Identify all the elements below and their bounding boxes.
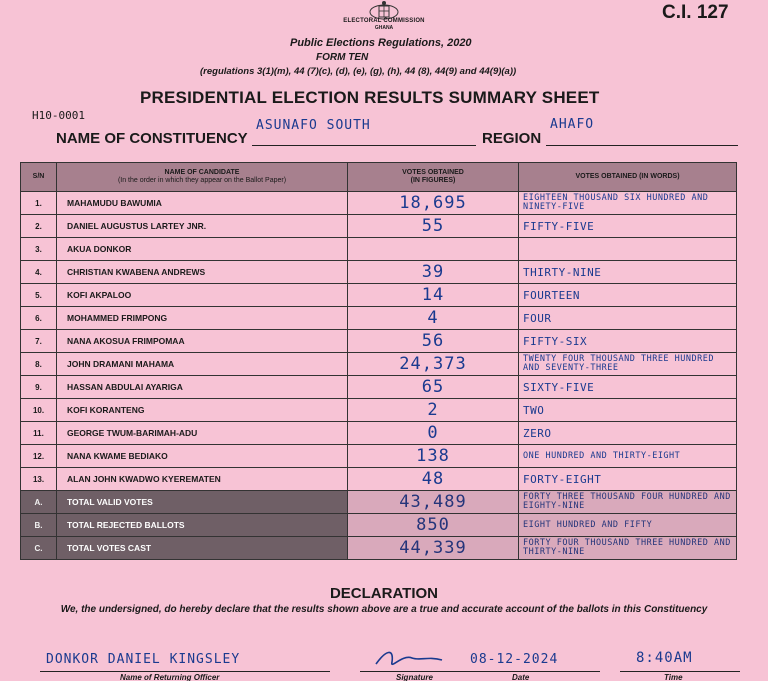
votes-figures: 24,373 bbox=[348, 353, 519, 376]
header-name bbox=[57, 163, 348, 192]
table-row bbox=[21, 215, 737, 238]
declaration-text: We, the undersigned, do hereby declare that the results shown above are a true and accurate account of the ballots in this Constituency bbox=[60, 604, 708, 615]
signature-mark bbox=[372, 644, 464, 672]
row-sn: 10. bbox=[21, 399, 57, 422]
form-code: H10-0001 bbox=[32, 109, 85, 122]
candidate-name: JOHN DRAMANI MAHAMA bbox=[57, 353, 348, 376]
row-sn: 6. bbox=[21, 307, 57, 330]
declaration-title: DECLARATION bbox=[329, 585, 439, 602]
row-sn: 1. bbox=[21, 192, 57, 215]
table-row bbox=[21, 422, 737, 445]
regulations-title: Public Elections Regulations, 2020 bbox=[290, 37, 472, 49]
summary-name: TOTAL VOTES CAST bbox=[57, 537, 348, 560]
summary-row bbox=[21, 537, 737, 560]
header-name-note: (In the order in which they appear on the Ballot Paper) bbox=[117, 177, 287, 184]
row-sn: 2. bbox=[21, 215, 57, 238]
summary-name: TOTAL REJECTED BALLOTS bbox=[57, 514, 348, 537]
row-sn: 9. bbox=[21, 376, 57, 399]
header-figures bbox=[348, 163, 519, 192]
votes-words: FOUR bbox=[519, 307, 737, 330]
votes-words bbox=[519, 491, 737, 514]
votes-words: FOURTEEN bbox=[519, 284, 737, 307]
votes-figures: 850 bbox=[348, 514, 519, 537]
region-value: AHAFO bbox=[550, 117, 595, 132]
returning-officer-name: DONKOR DANIEL KINGSLEY bbox=[46, 652, 241, 667]
candidate-name: AKUA DONKOR bbox=[57, 238, 348, 261]
time-field-label: Time bbox=[664, 673, 683, 681]
votes-figures: 0 bbox=[348, 422, 519, 445]
row-sn: 11. bbox=[21, 422, 57, 445]
regulations-reference: (regulations 3(1)(m), 44 (7)(c), (d), (e), (g), (h), 44 (8), 44(9) and 44(9)(a)) bbox=[200, 66, 517, 77]
header-words: VOTES OBTAINED (IN WORDS) bbox=[519, 163, 737, 192]
votes-figures: 138 bbox=[348, 445, 519, 468]
votes-words: THIRTY-NINE bbox=[519, 261, 737, 284]
candidate-name: ALAN JOHN KWADWO KYEREMATEN bbox=[57, 468, 348, 491]
summary-name: TOTAL VALID VOTES bbox=[57, 491, 348, 514]
table-row bbox=[21, 445, 737, 468]
time-underline bbox=[620, 671, 740, 672]
name-underline bbox=[40, 671, 330, 672]
ci-number: C.I. 127 bbox=[662, 2, 729, 23]
region-label: REGION bbox=[482, 130, 542, 147]
votes-words-text: FORTY FOUR THOUSAND THREE HUNDRED AND THIRTY-NINE bbox=[523, 538, 731, 557]
declaration-time: 8:40AM bbox=[636, 650, 693, 666]
table-row bbox=[21, 376, 737, 399]
candidate-name: MOHAMMED FRIMPONG bbox=[57, 307, 348, 330]
votes-words: TWO bbox=[519, 399, 737, 422]
constituency-underline bbox=[252, 145, 476, 146]
candidate-name: KOFI AKPALOO bbox=[57, 284, 348, 307]
row-sn: 8. bbox=[21, 353, 57, 376]
votes-words bbox=[519, 445, 737, 468]
votes-words-text: EIGHT HUNDRED AND FIFTY bbox=[523, 519, 653, 530]
votes-figures: 39 bbox=[348, 261, 519, 284]
header-sn: S/N bbox=[21, 163, 57, 192]
votes-words: FIFTY-FIVE bbox=[519, 215, 737, 238]
date-underline bbox=[470, 671, 600, 672]
votes-words bbox=[519, 514, 737, 537]
country-name: GHANA bbox=[374, 25, 394, 31]
candidate-name: NANA AKOSUA FRIMPOMAA bbox=[57, 330, 348, 353]
row-sn: C. bbox=[21, 537, 57, 560]
votes-figures: 14 bbox=[348, 284, 519, 307]
table-row bbox=[21, 307, 737, 330]
votes-words-text: ONE HUNDRED AND THIRTY-EIGHT bbox=[523, 450, 681, 461]
summary-row bbox=[21, 514, 737, 537]
candidate-name: NANA KWAME BEDIAKO bbox=[57, 445, 348, 468]
row-sn: 13. bbox=[21, 468, 57, 491]
votes-figures: 4 bbox=[348, 307, 519, 330]
constituency-label: NAME OF CONSTITUENCY bbox=[56, 130, 248, 147]
table-row bbox=[21, 353, 737, 376]
votes-words-text: EIGHTEEN THOUSAND SIX HUNDRED AND NINETY-FIVE bbox=[523, 193, 709, 212]
table-header-row bbox=[21, 163, 737, 192]
votes-words-text: TWENTY FOUR THOUSAND THREE HUNDRED AND SEVENTY-THREE bbox=[523, 354, 714, 373]
votes-words bbox=[519, 537, 737, 560]
votes-figures: 2 bbox=[348, 399, 519, 422]
table-row bbox=[21, 468, 737, 491]
votes-words bbox=[519, 238, 737, 261]
votes-words bbox=[519, 353, 737, 376]
row-sn: 5. bbox=[21, 284, 57, 307]
candidate-name: MAHAMUDU BAWUMIA bbox=[57, 192, 348, 215]
form-name: FORM TEN bbox=[316, 52, 369, 63]
region-underline bbox=[546, 145, 738, 146]
ghana-coat-of-arms-icon bbox=[362, 0, 406, 20]
votes-words: ZERO bbox=[519, 422, 737, 445]
signature-underline bbox=[360, 671, 480, 672]
table-row bbox=[21, 284, 737, 307]
votes-words: FIFTY-SIX bbox=[519, 330, 737, 353]
candidate-name: HASSAN ABDULAI AYARIGA bbox=[57, 376, 348, 399]
votes-words: SIXTY-FIVE bbox=[519, 376, 737, 399]
signature-field-label: Signature bbox=[396, 673, 433, 681]
row-sn: 12. bbox=[21, 445, 57, 468]
summary-row bbox=[21, 491, 737, 514]
row-sn: B. bbox=[21, 514, 57, 537]
table-row bbox=[21, 192, 737, 215]
votes-figures: 44,339 bbox=[348, 537, 519, 560]
votes-figures: 65 bbox=[348, 376, 519, 399]
table-row bbox=[21, 261, 737, 284]
row-sn: 3. bbox=[21, 238, 57, 261]
votes-figures bbox=[348, 238, 519, 261]
candidate-name: CHRISTIAN KWABENA ANDREWS bbox=[57, 261, 348, 284]
declaration-date: 08-12-2024 bbox=[470, 652, 559, 667]
row-sn: 7. bbox=[21, 330, 57, 353]
header-figures-title: VOTES OBTAINED bbox=[402, 169, 464, 176]
table-row bbox=[21, 330, 737, 353]
commission-name: ELECTORAL COMMISSION bbox=[343, 18, 425, 24]
votes-words bbox=[519, 192, 737, 215]
candidate-name: DANIEL AUGUSTUS LARTEY JNR. bbox=[57, 215, 348, 238]
constituency-value: ASUNAFO SOUTH bbox=[256, 118, 371, 133]
header-figures-note: (IN FIGURES) bbox=[410, 177, 456, 184]
header-name-title: NAME OF CANDIDATE bbox=[164, 169, 240, 176]
table-row bbox=[21, 238, 737, 261]
votes-figures: 56 bbox=[348, 330, 519, 353]
page-title: PRESIDENTIAL ELECTION RESULTS SUMMARY SHEET bbox=[140, 88, 600, 107]
row-sn: 4. bbox=[21, 261, 57, 284]
name-field-label: Name of Returning Officer bbox=[120, 673, 220, 681]
table-row bbox=[21, 399, 737, 422]
votes-figures: 55 bbox=[348, 215, 519, 238]
row-sn: A. bbox=[21, 491, 57, 514]
votes-words-text: FORTY THREE THOUSAND FOUR HUNDRED AND EIGHTY-NINE bbox=[523, 492, 731, 511]
candidate-name: GEORGE TWUM-BARIMAH-ADU bbox=[57, 422, 348, 445]
votes-words: FORTY-EIGHT bbox=[519, 468, 737, 491]
votes-figures: 18,695 bbox=[348, 192, 519, 215]
votes-figures: 48 bbox=[348, 468, 519, 491]
votes-figures: 43,489 bbox=[348, 491, 519, 514]
results-table bbox=[20, 162, 737, 560]
date-field-label: Date bbox=[512, 673, 530, 681]
candidate-name: KOFI KORANTENG bbox=[57, 399, 348, 422]
